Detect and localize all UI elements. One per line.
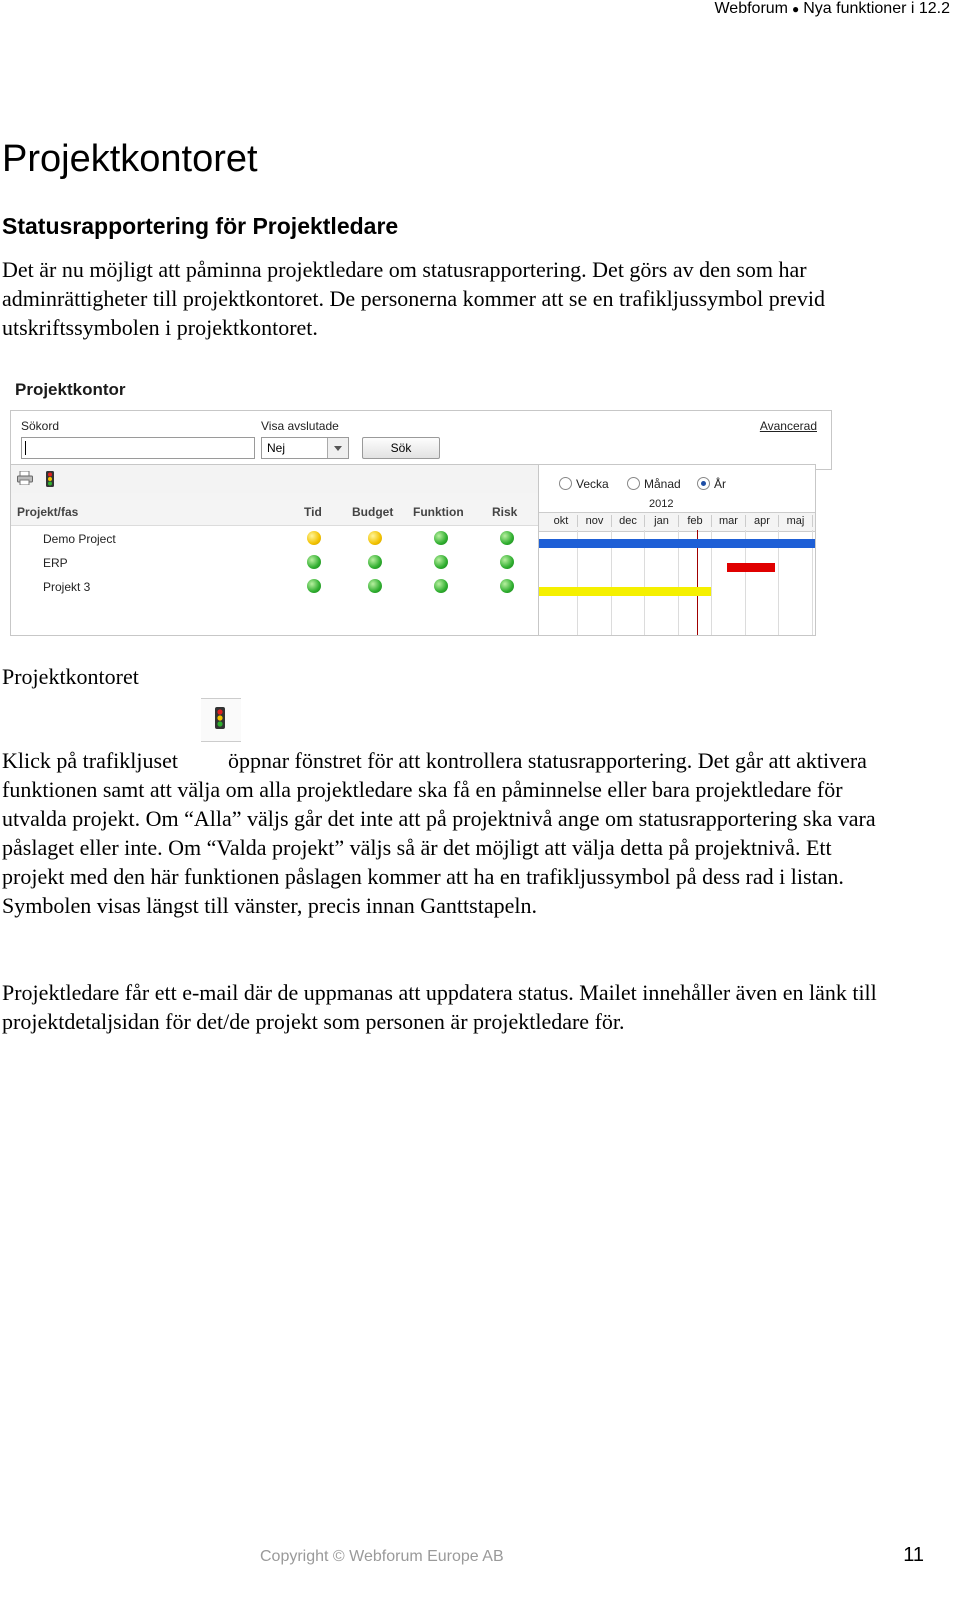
gantt-bar-erp[interactable] xyxy=(727,563,775,572)
status-dot-green xyxy=(368,579,382,593)
keyword-label: Sökord xyxy=(21,419,60,433)
month-label: jan xyxy=(646,515,679,527)
chevron-down-icon[interactable] xyxy=(327,438,348,458)
keyword-input[interactable] xyxy=(21,437,255,459)
month-label: mar xyxy=(713,515,746,527)
radio-icon[interactable] xyxy=(559,477,572,490)
copyright: Copyright © Webforum Europe AB xyxy=(260,1548,504,1565)
running-header xyxy=(714,0,950,18)
search-button[interactable]: Sök xyxy=(362,437,440,459)
gantt-year-label: 2012 xyxy=(649,498,674,510)
column-header-tid[interactable]: Tid xyxy=(304,505,322,519)
view-option-month[interactable] xyxy=(627,477,681,491)
table-row[interactable] xyxy=(11,527,538,551)
page-title: Projektkontoret xyxy=(2,138,258,180)
month-label: feb xyxy=(679,515,712,527)
status-dot-green xyxy=(307,579,321,593)
text-cursor xyxy=(25,441,26,455)
status-dot-green xyxy=(368,555,382,569)
month-label: okt xyxy=(545,515,578,527)
printer-icon[interactable] xyxy=(17,471,33,485)
radio-selected-icon[interactable] xyxy=(697,477,710,490)
figure-caption: Projektkontoret xyxy=(2,664,139,689)
status-dot-yellow xyxy=(368,531,382,545)
project-name[interactable]: Demo Project xyxy=(43,532,116,546)
column-header-budget[interactable]: Budget xyxy=(352,505,394,519)
page-number: 11 xyxy=(903,1544,924,1566)
traffic-light-icon[interactable] xyxy=(46,471,54,487)
header-right: Nya funktioner i 12.2 xyxy=(803,0,950,17)
advanced-search-link[interactable]: Avancerad xyxy=(759,419,817,433)
month-label: dec xyxy=(612,515,645,527)
figure-title: Projektkontor xyxy=(15,380,126,399)
month-label: apr xyxy=(746,515,779,527)
project-name[interactable]: Projekt 3 xyxy=(43,580,91,594)
show-finished-label: Visa avslutade xyxy=(261,419,339,433)
traffic-light-button-icon xyxy=(201,698,241,742)
column-header-risk[interactable]: Risk xyxy=(492,505,518,519)
table-row[interactable] xyxy=(11,575,538,599)
view-option-year[interactable] xyxy=(697,477,726,491)
show-finished-select[interactable] xyxy=(261,437,349,459)
status-dot-yellow xyxy=(307,531,321,545)
gantt-bar-projekt-3[interactable] xyxy=(539,587,711,596)
gantt-panel xyxy=(538,464,816,636)
column-header-funktion[interactable]: Funktion xyxy=(413,505,464,519)
view-option-label: Vecka xyxy=(576,477,609,491)
gantt-month-row xyxy=(539,512,815,532)
status-dot-green xyxy=(434,531,448,545)
status-dot-green xyxy=(500,579,514,593)
search-panel xyxy=(10,410,832,470)
header-left: Webforum xyxy=(714,0,788,17)
status-dot-green xyxy=(500,531,514,545)
status-dot-green xyxy=(434,579,448,593)
grid-toolbar xyxy=(11,465,538,494)
status-dot-green xyxy=(434,555,448,569)
project-grid xyxy=(10,464,539,636)
projektkontor-screenshot xyxy=(10,372,842,634)
view-option-week[interactable] xyxy=(559,477,609,491)
status-dot-green xyxy=(307,555,321,569)
status-dot-green xyxy=(500,555,514,569)
body1-after-icon: öppnar fönstret för att kontrollera statusrapportering. Det går att aktivera funktionen samt att välja om alla projektledare ska få en påminnelse eller bara projektledare för utvalda projekt. Om “Alla” väljs går det inte att på projektnivå ange om statusrapportering ska vara påslaget eller inte. Om “Valda projekt” väljs så är det möjligt att välja detta på projektnivå. Ett projekt med den här funktionen påslagen kommer att ha en trafikljussymbol på dess rad i listan. Symbolen visas längst till vänster, precis innan Ganttstapeln. xyxy=(2,748,876,918)
radio-icon[interactable] xyxy=(627,477,640,490)
section-heading: Statusrapportering för Projektledare xyxy=(2,213,399,239)
table-row[interactable] xyxy=(11,551,538,575)
body1-before-icon: Klick på trafikljuset xyxy=(2,748,178,773)
month-label: maj xyxy=(780,515,813,527)
grid-header-row xyxy=(11,493,538,526)
bullet-icon: ● xyxy=(792,2,800,16)
show-finished-value: Nej xyxy=(267,441,286,455)
body-paragraph-2: Projektledare får ett e-mail där de uppmanas att uppdatera status. Mailet innehåller även en länk till projektdetaljsidan för det/de projekt som personen är projektledare för. xyxy=(2,980,877,1034)
gantt-bar-demo-project[interactable] xyxy=(539,539,815,548)
project-name[interactable]: ERP xyxy=(43,556,68,570)
month-label: nov xyxy=(579,515,612,527)
column-header-project[interactable]: Projekt/fas xyxy=(17,505,79,519)
view-option-label: År xyxy=(714,477,726,491)
intro-paragraph: Det är nu möjligt att påminna projektledare om statusrapportering. Det görs av den som har adminrättigheter till projektkontoret. De personerna kommer att se en trafikljussymbol previd utskriftssymbolen i projektkontoret. xyxy=(2,257,825,340)
body-paragraph-1 xyxy=(2,746,882,920)
view-option-label: Månad xyxy=(644,477,681,491)
